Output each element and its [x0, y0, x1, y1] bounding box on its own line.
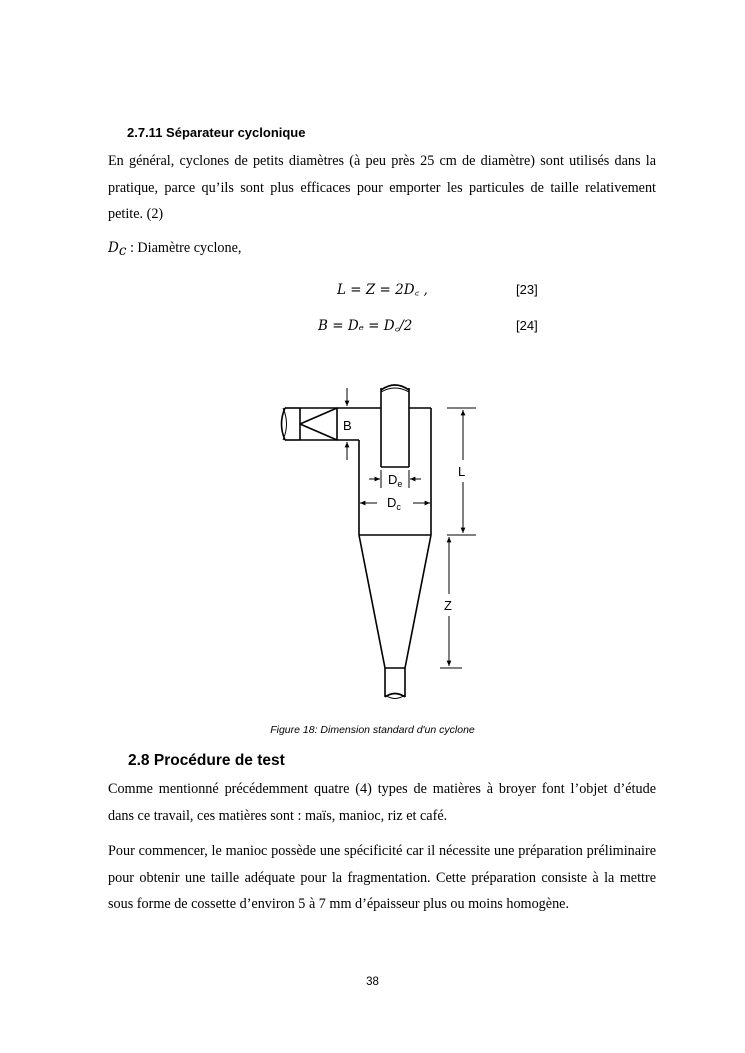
equation-24-number: [24] [516, 318, 538, 333]
dust-outlet-pipe [385, 668, 405, 699]
equation-23-number: [23] [516, 282, 538, 297]
label-l: L [458, 464, 466, 479]
section-heading: 2.7.11 Séparateur cyclonique [127, 125, 306, 140]
vortex-finder-tube [381, 385, 409, 467]
subsection-heading: 2.8 Procédure de test [128, 752, 285, 769]
figure-caption: Figure 18: Dimension standard d'un cyclone [270, 724, 475, 736]
paragraph-cassava-prep: Pour commencer, le manioc possède une spécificité car il nécessite une préparation préliminaire pour obtenir une taille adéquate pour la fragmentation. Cette préparation consiste à la mettre sous forme de cossette d’environ 5 à 7 mm d’épaisseur plus ou moins homogène. [108, 843, 656, 912]
page-number: 38 [366, 976, 379, 988]
label-dc: $D_c$ [387, 495, 401, 512]
definition-text: : Diamètre cyclone, [126, 240, 242, 256]
equation-24: B = Dₑ = D꜀/2 [318, 318, 413, 334]
label-de: $D_e$ [388, 472, 403, 489]
definition-symbol: D [108, 240, 119, 256]
paragraph-materials: Comme mentionné précédemment quatre (4) types de matières à broyer font l’objet d’étude dans ce travail, ces matières sont : maïs, manioc, riz et café. [108, 781, 656, 824]
inlet-pipe [282, 408, 338, 440]
label-z: Z [444, 598, 452, 613]
label-b: B [343, 418, 352, 433]
definition-subscript: c [118, 243, 127, 259]
paragraph-cyclone-intro: En général, cyclones de petits diamètres (à peu près 25 cm de diamètre) sont utilisés dans la pratique, parce qu’ils sont plus efficaces pour emporter les particules de taille relativement petite. (2) [108, 153, 656, 222]
cone [359, 535, 431, 668]
equation-23: L = Z = 2D꜀ , [337, 282, 428, 298]
